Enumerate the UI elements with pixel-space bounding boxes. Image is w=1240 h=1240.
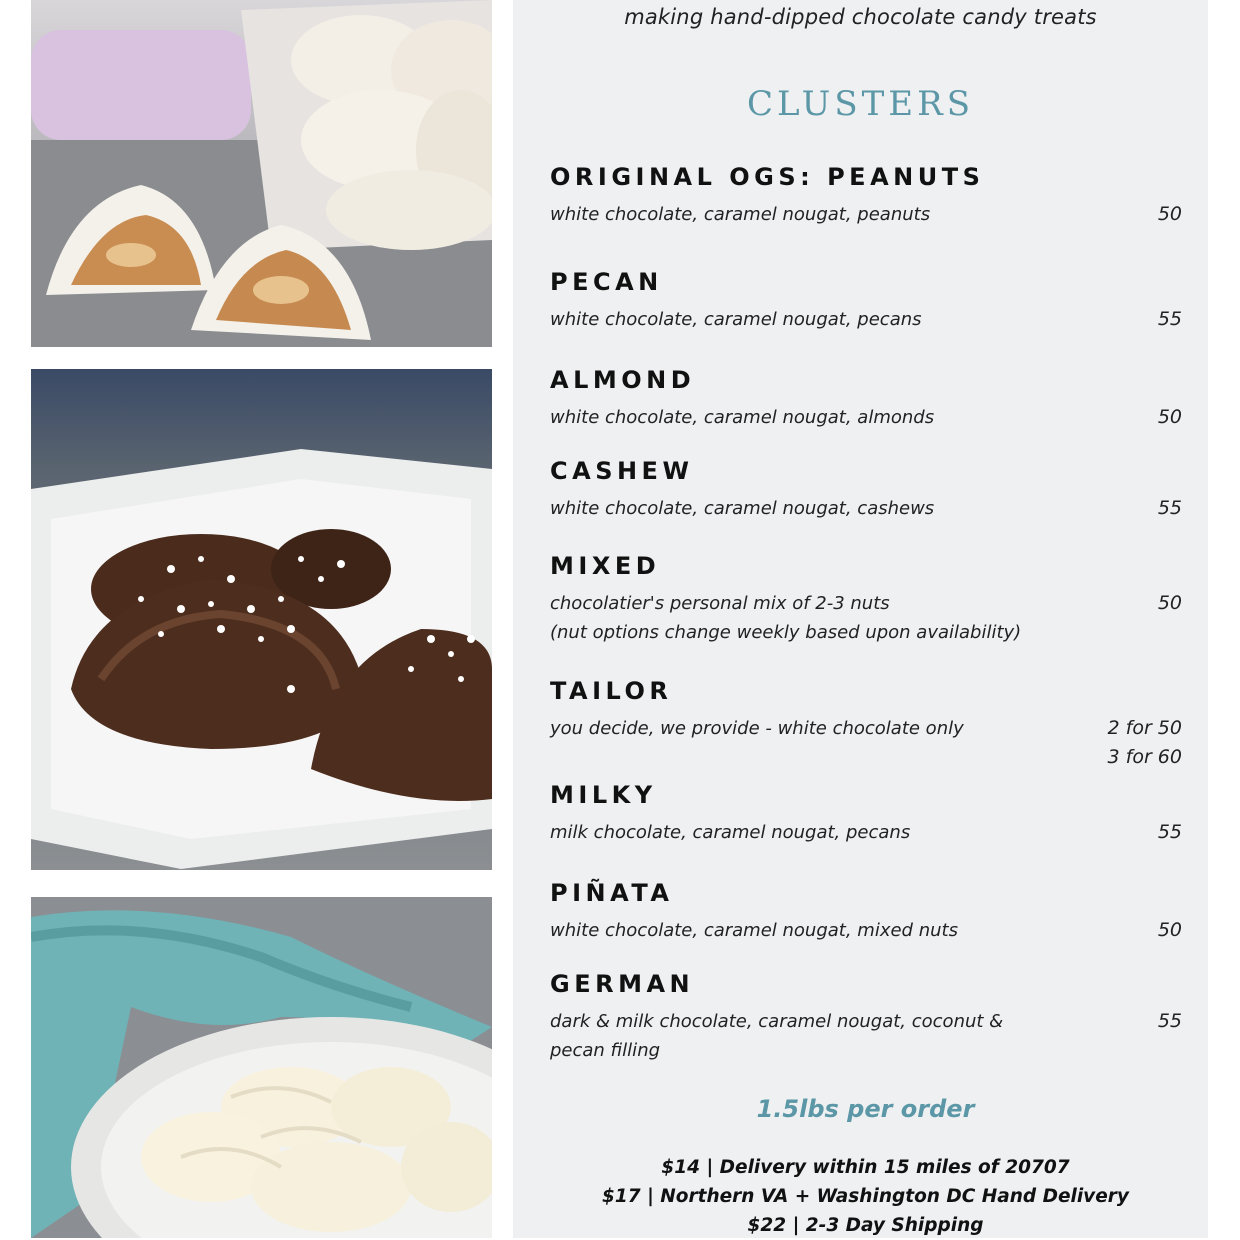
photo-peanut-clusters <box>31 0 492 347</box>
item-name: PECAN <box>550 268 663 296</box>
delivery-options <box>513 1153 1218 1240</box>
item-description: white chocolate, caramel nougat, almonds <box>550 407 935 428</box>
item-price: 55 <box>1157 1010 1182 1032</box>
item-name: GERMAN <box>550 970 695 998</box>
menu-item-pinata <box>550 879 1182 941</box>
item-price: 50 <box>1157 919 1182 941</box>
item-name: ALMOND <box>550 366 696 394</box>
menu-item-tailor <box>550 677 1182 768</box>
menu-item-original-ogs <box>550 163 1182 225</box>
item-description: white chocolate, caramel nougat, pecans <box>550 309 922 330</box>
item-name: TAILOR <box>550 677 673 705</box>
menu-item-milky <box>550 781 1182 843</box>
item-name: PIÑATA <box>550 879 674 907</box>
menu-item-german <box>550 970 1182 1061</box>
section-title: CLUSTERS <box>746 84 975 124</box>
coconut-clusters-image <box>31 369 492 870</box>
item-description: white chocolate, caramel nougat, cashews <box>550 498 935 519</box>
item-description: white chocolate, caramel nougat, peanuts <box>550 204 931 225</box>
tagline: making hand-dipped chocolate candy treats <box>624 5 1097 29</box>
peanut-clusters-image <box>31 0 492 347</box>
item-price: 50 <box>1157 406 1182 428</box>
item-description: chocolatier's personal mix of 2-3 nuts (nut options change weekly based upon availability) <box>550 593 1022 643</box>
menu-item-almond <box>550 366 1182 428</box>
item-price: 2 for 50 3 for 60 <box>1107 717 1182 768</box>
item-price: 55 <box>1157 821 1182 843</box>
item-name: MIXED <box>550 552 661 580</box>
menu-item-cashew <box>550 457 1182 519</box>
menu-panel <box>513 0 1208 1238</box>
item-price: 55 <box>1157 497 1182 519</box>
item-description: dark & milk chocolate, caramel nougat, coconut & pecan filling <box>550 1011 1004 1061</box>
item-price: 50 <box>1157 592 1182 614</box>
item-price: 50 <box>1157 203 1182 225</box>
item-name: MILKY <box>550 781 657 809</box>
menu-item-pecan <box>550 268 1182 330</box>
item-description: milk chocolate, caramel nougat, pecans <box>550 822 911 843</box>
delivery-local: $14 | Delivery within 15 miles of 20707 <box>661 1157 1070 1178</box>
delivery-shipping: $22 | 2-3 Day Shipping <box>747 1215 984 1236</box>
photo-coconut-clusters <box>31 369 492 870</box>
order-size: 1.5lbs per order <box>756 1095 975 1123</box>
white-chocolate-clusters-image <box>31 897 492 1238</box>
menu-item-mixed <box>550 552 1182 643</box>
item-description: white chocolate, caramel nougat, mixed nuts <box>550 920 958 941</box>
item-name: CASHEW <box>550 457 694 485</box>
item-description: you decide, we provide - white chocolate only <box>550 718 964 739</box>
item-name: ORIGINAL OGS: PEANUTS <box>550 163 985 191</box>
photo-white-chocolate-clusters <box>31 897 492 1238</box>
delivery-va-dc: $17 | Northern VA + Washington DC Hand Delivery <box>602 1186 1129 1207</box>
item-price: 55 <box>1157 308 1182 330</box>
